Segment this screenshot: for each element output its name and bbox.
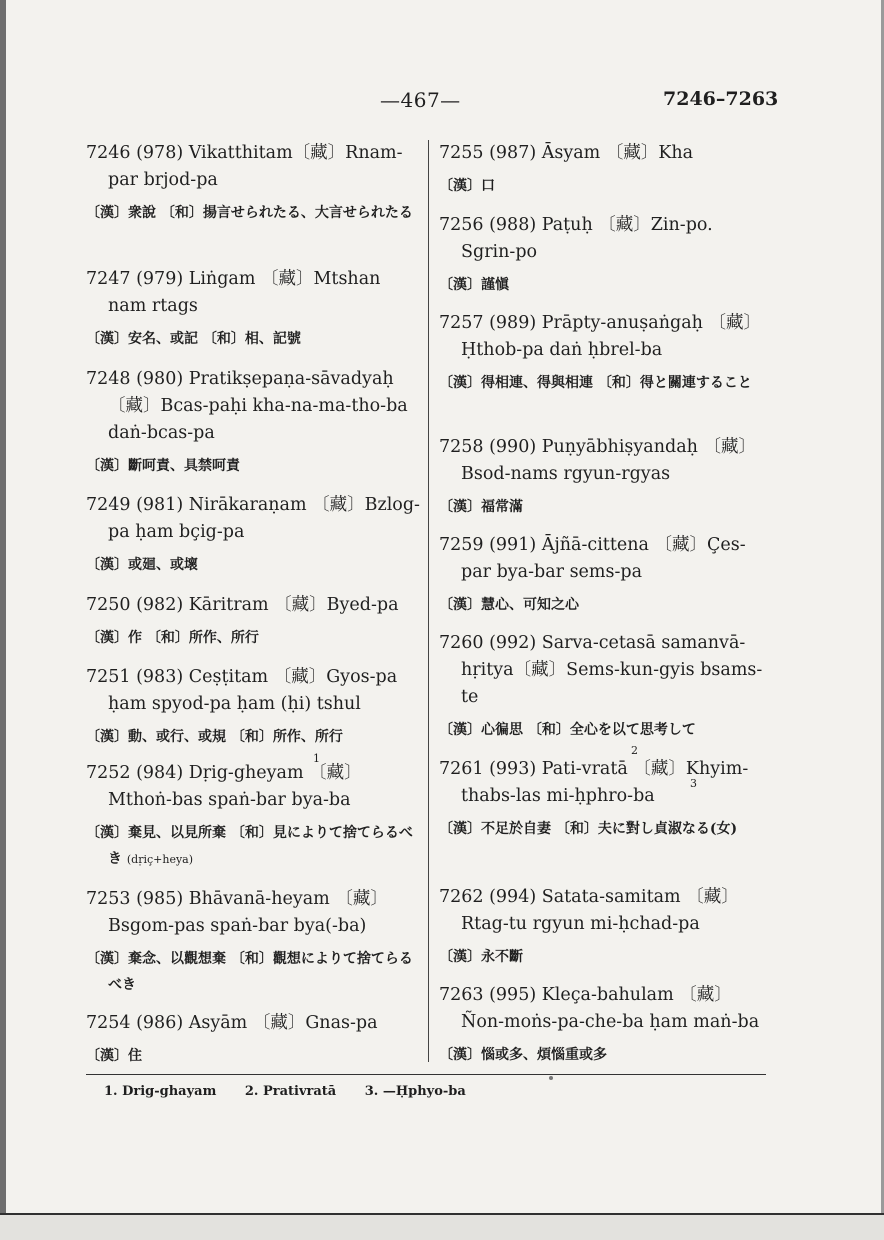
footnotes — [104, 1084, 490, 1099]
entry-chinese-japanese: 〔漢〕棄念、以觀想棄 〔和〕觀想によりて捨てらるべき — [86, 951, 413, 993]
entry-chinese-text: 〔漢〕棄見、以見所棄 〔和〕見によりて捨てらるべき — [86, 825, 413, 867]
entry-chinese-japanese: 〔漢〕住 — [86, 1048, 142, 1064]
entry-headword: 7251 (983) Ceṣṭitam 〔藏〕Gyos-pa ḥam spyod-pa ḥam (ḥi) tshul — [86, 667, 398, 714]
footnote-rule — [86, 1074, 766, 1075]
entry-headword: 7246 (978) Vikatthitam〔藏〕Rnam-par brjod-pa — [86, 143, 403, 190]
dictionary-entry — [439, 630, 767, 743]
footnote-mark-1: 1 — [313, 752, 320, 765]
entry-headword: 7252 (984) Dṛig-gheyam 〔藏〕Mthoṅ-bas spaṅ-bar bya-ba — [86, 763, 362, 810]
entry-headword: 7262 (994) Satata-samitam 〔藏〕Rtag-tu rgyun mi-ḥchad-pa — [439, 887, 739, 934]
entry-chinese-japanese: 〔漢〕衆說 〔和〕揚言せられたる、大言せられたる — [86, 205, 413, 221]
dictionary-entry — [86, 886, 420, 998]
entry-headword: 7261 (993) Pati-vratā 〔藏〕Khyim-thabs-las mi-ḥphro-ba — [439, 759, 749, 806]
dictionary-entry — [86, 592, 420, 651]
dictionary-entry — [439, 434, 767, 520]
entry-headword: 7259 (991) Ājñā-cittena 〔藏〕Çes-par bya-bar sems-pa — [439, 535, 746, 582]
scanner-bed-strip — [0, 1215, 884, 1240]
entry-headword: 7257 (989) Prāpty-anuṣaṅgaḥ 〔藏〕Ḥthob-pa daṅ ḥbrel-ba — [439, 313, 761, 360]
entry-chinese-japanese — [86, 820, 420, 873]
dictionary-entry — [86, 1010, 420, 1069]
dictionary-entry — [439, 982, 767, 1068]
entry-chinese-japanese: 〔漢〕謹愼 — [439, 277, 509, 293]
dictionary-entry — [439, 756, 767, 842]
dictionary-entry — [86, 366, 420, 479]
footnote-mark-3: 3 — [690, 777, 697, 790]
dictionary-entry — [439, 532, 767, 618]
entry-headword: 7250 (982) Kāritram 〔藏〕Byed-pa — [86, 595, 399, 615]
entry-chinese-japanese: 〔漢〕永不斷 — [439, 949, 523, 965]
entry-chinese-japanese: 〔漢〕不足於自妻 〔和〕夫に對し貞淑なる(女) — [439, 821, 738, 837]
footnote-2: 2. Prativratā — [244, 1084, 337, 1099]
entry-chinese-japanese: 〔漢〕心徧思 〔和〕全心を以て思考して — [439, 722, 696, 738]
entry-range-header: 7246–7263 — [663, 88, 779, 110]
footnote-mark-2: 2 — [631, 744, 638, 757]
entry-etymology-note: (dṛiç+heya) — [126, 853, 194, 866]
entry-chinese-japanese: 〔漢〕慧心、可知之心 — [439, 597, 579, 613]
dictionary-entry — [439, 140, 767, 199]
entry-headword: 7249 (981) Nirākaraṇam 〔藏〕Bzlog-pa ḥam bçig-pa — [86, 495, 420, 542]
scan-speck — [549, 1076, 553, 1080]
entry-headword: 7255 (987) Āsyam 〔藏〕Kha — [439, 143, 694, 163]
entry-headword: 7256 (988) Paṭuḥ 〔藏〕Zin-po. Sgrin-po — [439, 215, 713, 262]
dictionary-entry — [86, 492, 420, 578]
entry-headword: 7260 (992) Sarva-cetasā samanvā-hṛitya〔藏〕Sems-kun-gyis bsams-te — [439, 633, 763, 707]
entry-headword: 7253 (985) Bhāvanā-heyam 〔藏〕Bsgom-pas spaṅ-bar bya(-ba) — [86, 889, 388, 936]
scan-edge-left — [0, 0, 6, 1240]
footnote-3: 3. —Ḥphyo-ba — [364, 1084, 466, 1099]
entry-headword: 7258 (990) Puṇyābhiṣyandaḥ 〔藏〕Bsod-nams rgyun-rgyas — [439, 437, 756, 484]
entry-chinese-japanese: 〔漢〕福常滿 — [439, 499, 523, 515]
dictionary-entry — [86, 664, 420, 750]
entry-chinese-japanese: 〔漢〕動、或行、或規 〔和〕所作、所行 — [86, 729, 343, 745]
entry-chinese-japanese: 〔漢〕或廻、或壞 — [86, 557, 198, 573]
column-divider — [428, 140, 429, 1062]
dictionary-entry — [86, 266, 420, 352]
dictionary-entry — [439, 310, 767, 396]
entry-chinese-japanese: 〔漢〕得相連、得與相連 〔和〕得と關連すること — [439, 375, 752, 391]
entry-headword: 7263 (995) Kleça-bahulam 〔藏〕Ñon-moṅs-pa-che-ba ḥam maṅ-ba — [439, 985, 760, 1032]
entry-headword: 7254 (986) Asyām 〔藏〕Gnas-pa — [86, 1013, 378, 1033]
footnote-1: 1. Drig-ghayam — [104, 1084, 217, 1099]
entry-chinese-japanese: 〔漢〕安名、或記 〔和〕相、記號 — [86, 331, 301, 347]
dictionary-entry — [439, 212, 767, 298]
entry-chinese-japanese: 〔漢〕惱或多、煩惱重或多 — [439, 1047, 607, 1063]
dictionary-entry — [86, 140, 420, 226]
entry-chinese-japanese: 〔漢〕斷呵責、具禁呵責 — [86, 458, 240, 474]
entry-headword: 7247 (979) Liṅgam 〔藏〕Mtshan nam rtags — [86, 269, 381, 316]
dictionary-entry — [86, 760, 420, 873]
entry-chinese-japanese: 〔漢〕口 — [439, 178, 495, 194]
dictionary-entry — [439, 884, 767, 970]
entry-chinese-japanese: 〔漢〕作 〔和〕所作、所行 — [86, 630, 259, 646]
page-number: —467— — [380, 88, 461, 112]
entry-headword: 7248 (980) Pratikṣepaṇa-sāvadyaḥ 〔藏〕Bcas-paḥi kha-na-ma-tho-ba daṅ-bcas-pa — [86, 369, 408, 443]
